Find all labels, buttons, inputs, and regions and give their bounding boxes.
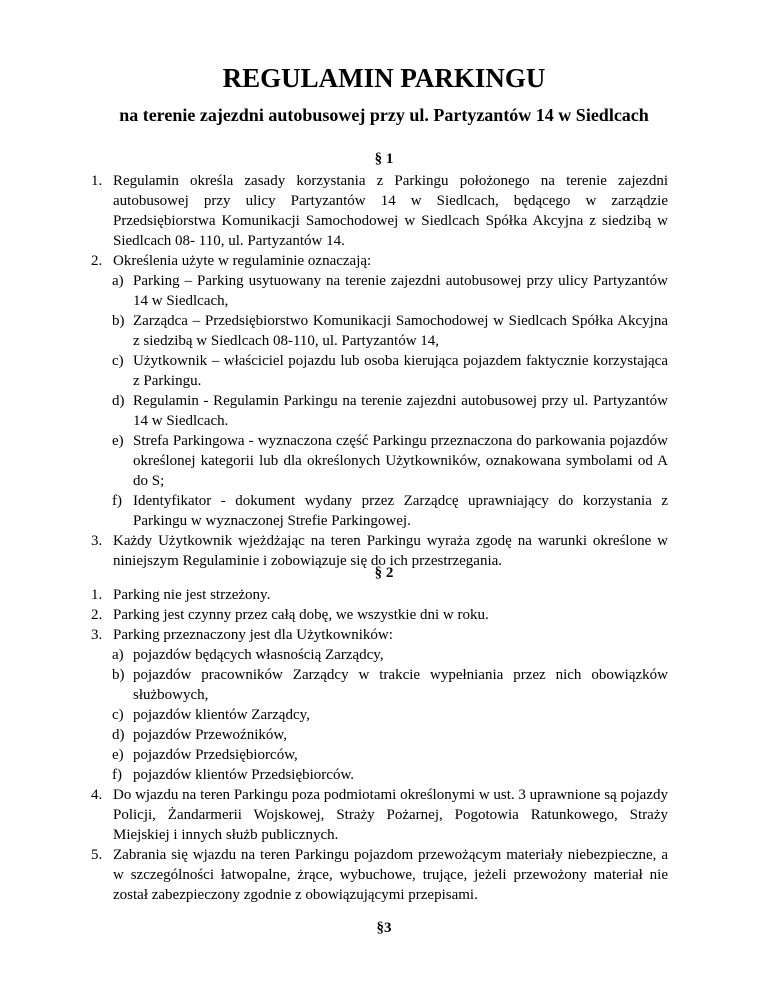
item-number: 5. (91, 847, 103, 863)
item-number: 3. (91, 627, 103, 643)
item-number: 2. (91, 253, 103, 269)
section-1-item-2c (0, 351, 768, 391)
item-text: Regulamin określa zasady korzystania z Parkingu położonego na terenie zajezdni autobusowej przy ulicy Partyzantów 14 w Siedlcach, będącego w zarządzie Przedsiębiorstwa Komunikacji Samochodowej w Siedlcach Spółka Akcyjna z siedzibą w Siedlcach 08- 110, ul. Partyzantów 14. (113, 173, 668, 249)
section-1-item-2d (0, 391, 768, 431)
subitem-letter: c) (112, 353, 124, 369)
section-1-list (0, 171, 768, 571)
item-text: Zabrania się wjazdu na teren Parkingu pojazdom przewożącym materiały niebezpieczne, a w szczególności łatwopalne, żrące, wybuchowe, trujące, jeżeli przewożony materiał nie został zabezpieczony zgodnie z obowiązującymi przepisami. (113, 847, 668, 903)
subitem-letter: c) (112, 707, 124, 723)
item-text: Każdy Użytkownik wjeżdżając na teren Parkingu wyraża zgodę na warunki określone w niniejszym Regulaminie i zobowiązuje się do ich przestrzegania. (113, 533, 668, 569)
item-number: 2. (91, 607, 103, 623)
subitem-text: Strefa Parkingowa - wyznaczona część Parkingu przeznaczona do parkowania pojazdów określonej kategorii lub dla określonych Użytkowników, oznakowana symbolami od A do S; (133, 433, 668, 489)
subitem-text: pojazdów Przewoźników, (133, 727, 287, 743)
subitem-text: Zarządca – Przedsiębiorstwo Komunikacji Samochodowej w Siedlcach Spółka Akcyjna z siedzibą w Siedlcach 08-110, ul. Partyzantów 14, (133, 313, 668, 349)
subitem-letter: b) (112, 667, 125, 683)
section-2-list (0, 585, 768, 905)
subitem-letter: b) (112, 313, 125, 329)
subitem-text: Parking – Parking usytuowany na terenie zajezdni autobusowej przy ulicy Partyzantów 14 w Siedlcach, (133, 273, 668, 309)
subitem-letter: f) (112, 493, 122, 509)
item-text: Parking przeznaczony jest dla Użytkowników: (113, 627, 393, 643)
section-2-mark: § 2 (374, 565, 394, 581)
section-2-item-2 (0, 605, 768, 625)
section-1-item-2b (0, 311, 768, 351)
item-number: 1. (91, 173, 103, 189)
subitem-text: pojazdów klientów Przedsiębiorców. (133, 767, 355, 783)
section-2-item-4 (0, 785, 768, 845)
item-number: 3. (91, 533, 103, 549)
item-number: 4. (91, 787, 103, 803)
section-1-item-1 (0, 171, 768, 251)
item-text: Parking nie jest strzeżony. (113, 587, 271, 603)
document-subtitle: na terenie zajezdni autobusowej przy ul. Partyzantów 14 w Siedlcach (119, 105, 649, 125)
section-2-item-3c (0, 705, 768, 725)
section-1-mark: § 1 (374, 151, 394, 167)
item-number: 1. (91, 587, 103, 603)
subitem-letter: f) (112, 767, 122, 783)
section-2-item-1 (0, 585, 768, 605)
subitem-letter: a) (112, 647, 124, 663)
subitem-letter: a) (112, 273, 124, 289)
subitem-text: pojazdów będących własnością Zarządcy, (133, 647, 384, 663)
section-2-item-3b (0, 665, 768, 705)
section-2-item-3f (0, 765, 768, 785)
section-1-item-2 (0, 251, 768, 271)
subitem-letter: d) (112, 393, 125, 409)
subitem-text: pojazdów Przedsiębiorców, (133, 747, 298, 763)
subitem-text: pojazdów pracowników Zarządcy w trakcie wypełniania przez nich obowiązków służbowych, (133, 667, 668, 703)
section-1-item-2e (0, 431, 768, 491)
subitem-letter: e) (112, 747, 124, 763)
section-1-item-2f (0, 491, 768, 531)
subitem-letter: e) (112, 433, 124, 449)
section-2-item-3 (0, 625, 768, 645)
subitem-text: Regulamin - Regulamin Parkingu na terenie zajezdni autobusowej przy ul. Partyzantów 14 w Siedlcach. (133, 393, 668, 429)
item-text: Określenia użyte w regulaminie oznaczają: (113, 253, 372, 269)
subitem-text: Użytkownik – właściciel pojazdu lub osoba kierująca pojazdem faktycznie korzystająca z Parkingu. (133, 353, 668, 389)
subitem-letter: d) (112, 727, 125, 743)
document-title: REGULAMIN PARKINGU (222, 63, 546, 93)
item-text: Parking jest czynny przez całą dobę, we wszystkie dni w roku. (113, 607, 489, 623)
section-2-item-3d (0, 725, 768, 745)
section-2-item-5 (0, 845, 768, 905)
subitem-text: pojazdów klientów Zarządcy, (133, 707, 310, 723)
section-2-item-3a (0, 645, 768, 665)
subitem-text: Identyfikator - dokument wydany przez Zarządcę uprawniający do korzystania z Parkingu w wyznaczonej Strefie Parkingowej. (133, 493, 668, 529)
section-3-mark: §3 (376, 920, 392, 936)
section-1-item-2a (0, 271, 768, 311)
item-text: Do wjazdu na teren Parkingu poza podmiotami określonymi w ust. 3 uprawnione są pojazdy Policji, Żandarmerii Wojskowej, Straży Pożarnej, Pogotowia Ratunkowego, Straży Miejskiej i innych służb publicznych. (113, 787, 668, 843)
section-2-item-3e (0, 745, 768, 765)
